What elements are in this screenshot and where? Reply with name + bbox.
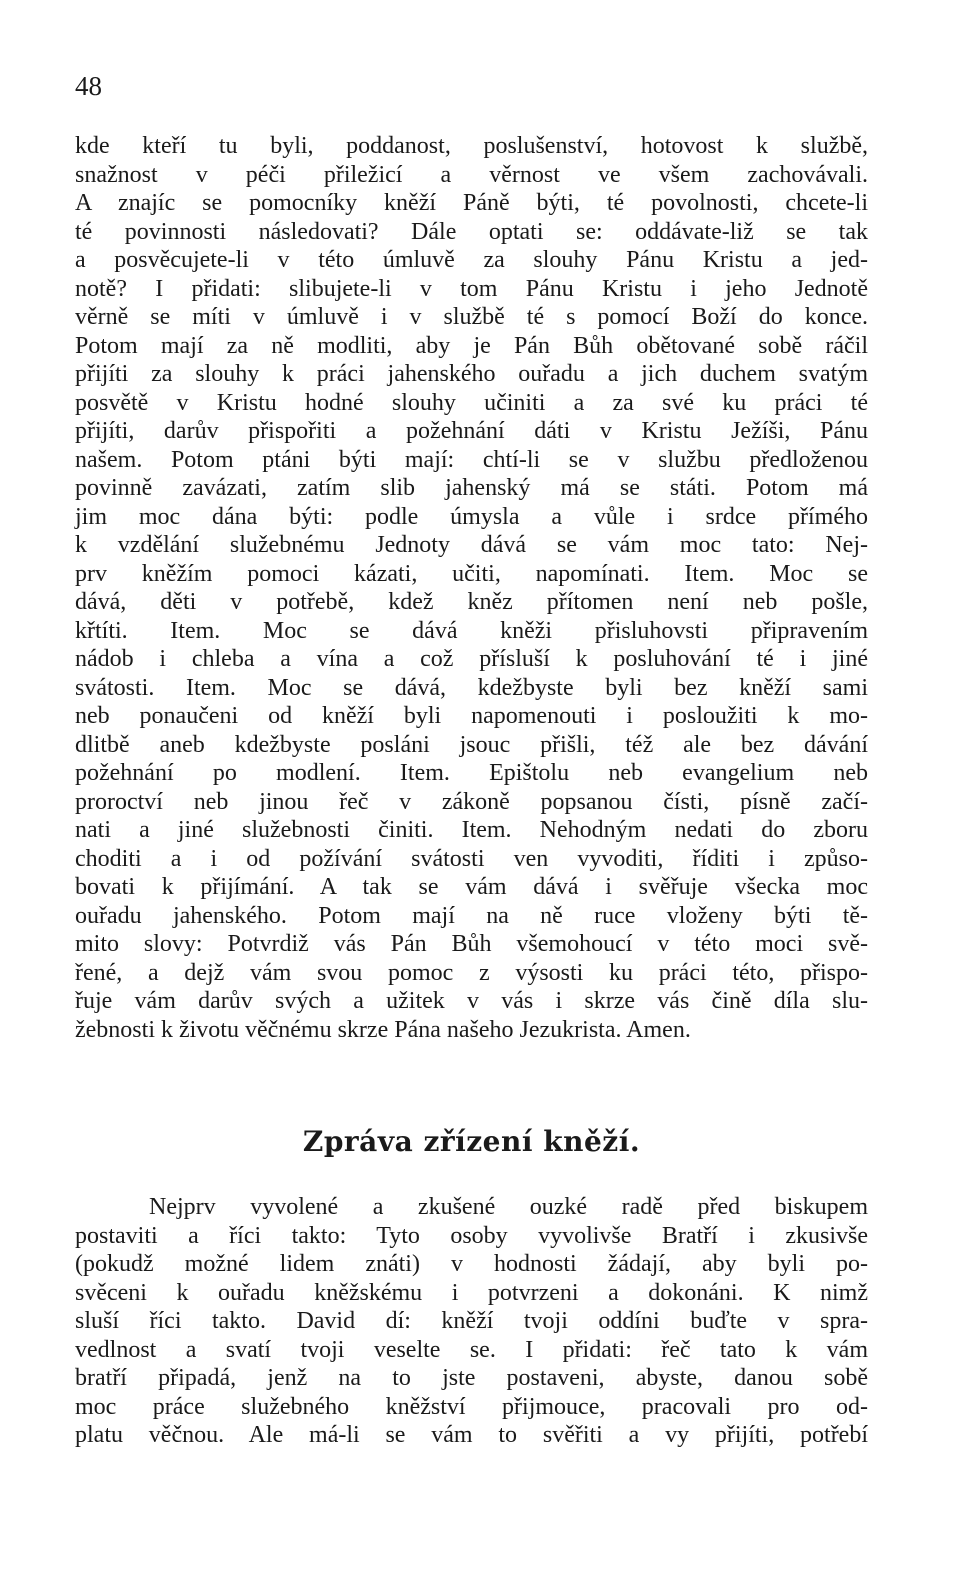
text-line: bratří připadá, jenž na to jste postaveni, abyste, danou sobě bbox=[75, 1365, 868, 1391]
section-text bbox=[75, 1193, 868, 1450]
text-line: postaviti a říci takto: Tyto osoby vyvolivše Bratří i zkusivše bbox=[75, 1222, 868, 1249]
text-line: kde kteří tu byli, poddanost, poslušenství, hotovost k službě, bbox=[75, 133, 868, 159]
text-line: ouřadu jahenského. Potom mají na ně ruce vloženy býti tě- bbox=[75, 902, 868, 929]
text-line: svěceni k ouřadu kněžskému i potvrzeni a dokonáni. K nimž bbox=[75, 1279, 868, 1306]
text-line: snažnost v péči přiležicí a věrnost ve všem zachovávali. bbox=[75, 161, 868, 188]
text-line: vedlnost a svatí tvoji veselte se. I přidati: řeč tato k vám bbox=[75, 1336, 868, 1363]
text-line: věrně se míti v úmluvě i v službě té s pomocí Boží do konce. bbox=[75, 304, 868, 330]
text-line: Potom mají za ně modliti, aby je Pán Bůh obětované sobě ráčil bbox=[75, 332, 868, 359]
text-line: (pokudž možné lidem znáti) v hodnosti žádají, aby byli po- bbox=[75, 1251, 868, 1277]
text-line: našem. Potom ptáni býti mají: chtí-li se v službu předloženou bbox=[75, 446, 868, 473]
text-line: posvětě v Kristu hodné slouhy učiniti a za své ku práci té bbox=[75, 389, 868, 416]
text-line: řené, a dejž vám svou pomoc z výsosti ku práci této, přispo- bbox=[75, 959, 868, 986]
text-line: neb ponaučeni od kněží byli napomenouti i posloužiti k mo- bbox=[75, 703, 868, 729]
text-line: přijíti za slouhy k práci jahenského ouřadu a jich duchem svatým bbox=[75, 361, 868, 387]
text-line: notě? I přidati: slibujete-li v tom Pánu Kristu i jeho Jednotě bbox=[75, 275, 868, 302]
text-line: jim moc dána býti: podle úmysla a vůle i srdce přímého bbox=[75, 503, 868, 530]
text-line: žebnosti k životu věčnému skrze Pána našeho Jezukrista. Amen. bbox=[75, 1016, 691, 1043]
text-line: nádob i chleba a vína a což přísluší k posluhování té i jiné bbox=[75, 646, 868, 672]
text-line: Nejprv vyvolené a zkušené ouzké radě před biskupem bbox=[149, 1194, 868, 1220]
text-line: proroctví neb jinou řeč v zákoně popsanou čísti, písně začí- bbox=[75, 788, 868, 815]
text-line: prv kněžím pomoci kázati, učiti, napomínati. Item. Moc se bbox=[75, 560, 868, 587]
text-line: řuje vám darův svých a užitek v vás i skrze vás čině díla slu- bbox=[75, 988, 868, 1014]
text-line: svátosti. Item. Moc se dává, kdežbyste byli bez kněží sami bbox=[75, 674, 868, 701]
text-line: požehnání po modlení. Item. Epištolu neb evangelium neb bbox=[75, 760, 868, 786]
text-line: nati a jiné služebnosti činiti. Item. Nehodným nedati do zboru bbox=[75, 817, 868, 843]
text-line: sluší říci takto. David dí: kněží tvoji oddíni buďte v spra- bbox=[75, 1308, 868, 1334]
text-line: platu věčnou. Ale má-li se vám to svěřiti a vy přijíti, potřebí bbox=[75, 1422, 868, 1448]
text-line: dává, děti v potřebě, kdež kněz přítomen není neb pošle, bbox=[75, 589, 868, 615]
text-line: té povinnosti následovati? Dále optati se: oddávate-liž se tak bbox=[75, 218, 868, 245]
text-line: A znajíc se pomocníky kněží Páně býti, té povolnosti, chcete-li bbox=[75, 190, 868, 216]
text-line: povinně zavázati, zatím slib jahenský má se státi. Potom má bbox=[75, 475, 868, 501]
text-line: moc práce služebného kněžství přijmouce, pracovali pro od- bbox=[75, 1393, 868, 1420]
text-line: k vzdělání služebnému Jednoty dává se vám moc tato: Nej- bbox=[75, 532, 868, 558]
page-number: 48 bbox=[75, 71, 102, 101]
text-line: a posvěcujete-li v této úmluvě za slouhy Pánu Kristu a jed- bbox=[75, 247, 868, 273]
text-line: bovati k přijímání. A tak se vám dává i svěřuje všecka moc bbox=[75, 874, 868, 900]
body-text bbox=[75, 132, 868, 1044]
text-line: přijíti, darův přispořiti a požehnání dáti v Kristu Ježíši, Pánu bbox=[75, 418, 868, 444]
text-line: dlitbě aneb kdežbyste posláni jsouc přišli, též ale bez dávání bbox=[75, 731, 868, 758]
text-line: mito slovy: Potvrdiž vás Pán Bůh všemohoucí v této moci svě- bbox=[75, 931, 868, 957]
text-line: křtíti. Item. Moc se dává kněži přisluhovsti připravením bbox=[75, 617, 868, 644]
section-title: Zpráva zřízení kněží. bbox=[302, 1125, 641, 1158]
text-line: choditi a i od požívání svátosti ven vyvoditi, říditi i způso- bbox=[75, 845, 868, 872]
